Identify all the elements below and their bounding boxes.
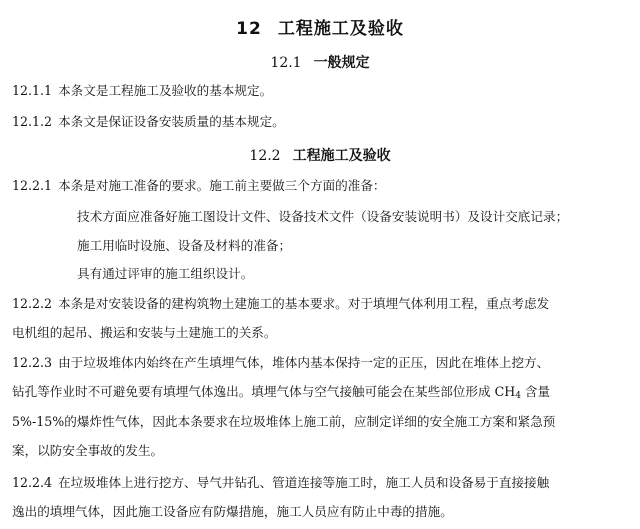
list-item: 技术方面应准备好施工图设计文件、设备技术文件（设备安装说明书）及设计交底记录； [77, 209, 569, 224]
clause-number: 12.1.2 [12, 114, 53, 129]
list-item: 施工用临时设施、设备及材料的准备； [77, 238, 292, 253]
clause-12-1-2 [12, 114, 632, 130]
clause-continuation [12, 384, 632, 404]
clause-12-2-2 [12, 296, 632, 312]
clause-12-2-3 [12, 355, 632, 371]
clause-text: 含量 [520, 384, 551, 399]
list-item: 具有通过评审的施工组织设计。 [77, 266, 254, 281]
clause-continuation: 案，以防安全事故的发生。 [12, 443, 164, 458]
clause-number: 12.2.4 [12, 475, 53, 490]
section-heading-12-1 [0, 52, 640, 72]
clause-text: 本条文是保证设备安装质量的基本规定。 [58, 114, 285, 129]
clause-number: 12.2.1 [12, 178, 53, 193]
clause-text: 由于垃圾堆体内始终在产生填埋气体，堆体内基本保持一定的正压，因此在堆体上挖方、 [58, 355, 550, 370]
clause-12-2-1 [12, 178, 632, 194]
clause-number: 12.1.1 [12, 83, 53, 98]
clause-text: 在垃圾堆体上进行挖方、导气井钻孔、管道连接等施工时，施工人员和设备易于直接接触 [58, 475, 550, 490]
chapter-heading [0, 14, 640, 39]
clause-continuation: 电机组的起吊、搬运和安装与土建施工的关系。 [12, 325, 277, 340]
clause-text: 本条是对安装设备的建构筑物土建施工的基本要求。对于填埋气体利用工程，重点考虑发 [58, 296, 550, 311]
section-heading-12-2 [0, 145, 640, 165]
clause-12-1-1 [12, 83, 632, 99]
subscript: 4 [515, 391, 521, 401]
clause-continuation: 逸出的填埋气体，因此施工设备应有防爆措施，施工人员应有防止中毒的措施。 [12, 504, 453, 519]
chapter-number: 12 [236, 19, 262, 39]
section-number: 12.2 [249, 148, 281, 164]
clause-number: 12.2.2 [12, 296, 53, 311]
clause-number: 12.2.3 [12, 355, 53, 370]
clause-continuation: 5%-15%的爆炸性气体，因此本条要求在垃圾堆体上施工前，应制定详细的安全施工方案和紧急预 [12, 414, 556, 429]
clause-text: 本条文是工程施工及验收的基本规定。 [58, 83, 273, 98]
clause-text: 本条是对施工准备的要求。施工前主要做三个方面的准备： [58, 178, 386, 193]
chapter-title: 工程施工及验收 [277, 19, 404, 39]
section-title: 一般规定 [313, 55, 370, 71]
clause-12-2-4 [12, 475, 632, 491]
clause-text: 钻孔等作业时不可避免要有填埋气体逸出。填埋气体与空气接触可能会在某些部位形成 CH [12, 384, 516, 399]
section-title: 工程施工及验收 [292, 148, 391, 164]
section-number: 12.1 [270, 55, 302, 71]
